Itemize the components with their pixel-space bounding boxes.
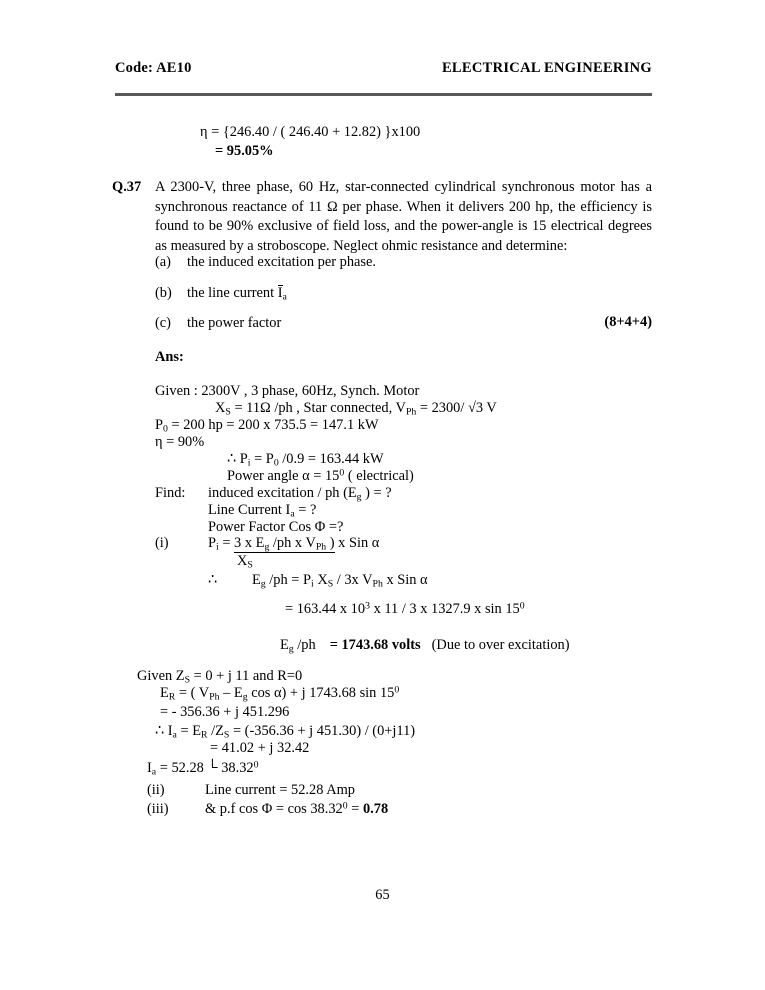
step-i-numeric-pre: = 163.44 x 10: [285, 601, 366, 617]
step-i-result-line: [280, 637, 570, 654]
find-ia-subscript: a: [290, 508, 295, 520]
impedance-er-line: [160, 685, 399, 702]
answer-power-angle-line: [227, 468, 414, 485]
ia-polar-degree-sign: 0: [253, 759, 259, 771]
paper-code: Code: AE10: [115, 60, 192, 76]
xs-mid-text: = 11Ω /ph , Star connected, V: [230, 400, 406, 416]
er-symbol: E: [160, 685, 169, 701]
pi-value: /0.9 = 163.44 kW: [278, 451, 384, 467]
find-line-2: [208, 502, 316, 519]
step-iii-pf-label: & p.f cos Φ = cos 38.32: [205, 801, 343, 817]
question-item-c-text: the power factor: [187, 315, 282, 331]
find-eg-tail: ) = ?: [361, 485, 392, 501]
step-i-exponent: 3: [365, 600, 370, 612]
power-angle-label: Power angle α = 15: [227, 468, 340, 484]
find-eg-subscript: g: [356, 491, 362, 503]
step-iii-marker: (iii): [147, 801, 169, 817]
zs-value: = 0 + j 11 and R=0: [190, 668, 303, 684]
impedance-ia-polar: [147, 760, 259, 777]
paper-subject: ELECTRICAL ENGINEERING: [441, 60, 652, 76]
step-i-eg-symbol: E: [252, 572, 261, 588]
page-number: 65: [375, 887, 390, 903]
step-i-num-eg-sub: g: [264, 541, 270, 553]
power-angle-degree-sign: 0: [339, 467, 345, 479]
step-i-eg-subscript: g: [260, 578, 266, 590]
zs-subscript: S: [184, 674, 191, 686]
question-item-a-marker: (a): [155, 254, 171, 270]
answer-label: Ans:: [155, 349, 184, 365]
step-i-eg-tail: / 3x V: [333, 572, 373, 588]
step-iii-text: [205, 801, 388, 818]
step-i-formula: [208, 535, 379, 552]
xs-symbol: X: [215, 400, 226, 416]
er-degree-sign: 0: [394, 684, 400, 696]
impedance-ia-line: [155, 723, 415, 740]
step-iii-degree-sign: 0: [342, 800, 348, 812]
step-i-degree-sign: 0: [519, 600, 525, 612]
ia-polar-symbol: I: [147, 760, 152, 776]
step-i-num-close: ): [326, 535, 335, 551]
step-i-eg-expression: [252, 572, 428, 589]
vph-subscript: Ph: [405, 406, 417, 418]
find-line-1: [208, 485, 392, 502]
er-vph-subscript: Ph: [209, 691, 220, 703]
pi-subscript-2: 0: [273, 457, 279, 469]
step-i-numeric-mid: x 11 / 3 x 1327.9 x sin 15: [369, 601, 520, 617]
step-i-result-subscript: g: [288, 643, 294, 655]
vph-value: = 2300/ √3 V: [416, 400, 497, 416]
answer-given-line: Given : 2300V , 3 phase, 60Hz, Synch. Motor: [155, 383, 420, 399]
question-marks: (8+4+4): [604, 314, 652, 330]
step-i-marker: (i): [155, 535, 169, 551]
step-i-denom-symbol: X: [237, 553, 248, 569]
step-iii-pf-value: 0.78: [362, 801, 389, 817]
er-mid2: – E: [219, 685, 243, 701]
find-ia-label: Line Current I: [208, 502, 291, 518]
find-label: Find:: [155, 485, 186, 501]
step-i-denom-subscript: S: [247, 559, 253, 571]
answer-eta-line: η = 90%: [155, 434, 205, 450]
page-header: [115, 60, 652, 77]
step-i-eg-xs-sub: S: [327, 578, 334, 590]
ia-mid: = E: [176, 723, 201, 739]
step-i-eg-tail2: x Sin α: [382, 572, 428, 588]
answer-pi-line: [227, 451, 384, 468]
find-pf-label: Power Factor Cos Φ =?: [208, 519, 344, 535]
step-i-result-value: = 1743.68 volts: [329, 637, 421, 653]
er-tail: cos α) + j 1743.68 sin 15: [247, 685, 395, 701]
step-i-result-mid: /ph: [293, 637, 316, 653]
step-i-eg-mid: /ph = P: [265, 572, 311, 588]
ia-subscript: a: [172, 729, 177, 741]
step-i-result-symbol: E: [280, 637, 289, 653]
step-i-numeric-line: [285, 601, 525, 618]
step-i-num-pre: 3 x E: [234, 535, 265, 551]
question-label: Q.37: [112, 179, 142, 195]
answer-xs-line: [215, 400, 497, 417]
step-i-therefore: ∴: [208, 572, 218, 588]
step-i-equals: =: [218, 535, 235, 551]
ia-zs-subscript: S: [223, 729, 230, 741]
er-mid: = ( V: [175, 685, 210, 701]
step-i-eg-vph-sub: Ph: [372, 578, 383, 590]
step-i-eg-pi-sub: i: [311, 578, 314, 590]
step-i-num-vph-sub: Ph: [315, 541, 327, 553]
pi-symbol: ∴ P: [227, 451, 248, 467]
step-ii-marker: (ii): [147, 782, 165, 798]
power-angle-note: ( electrical): [344, 468, 414, 484]
impedance-er-value: = - 356.36 + j 451.296: [160, 704, 290, 720]
find-ia-tail: = ?: [294, 502, 317, 518]
ia-tail: = (-356.36 + j 451.30) / (0+j11): [229, 723, 416, 739]
find-line-3: [208, 519, 343, 536]
question-item-c-marker: (c): [155, 315, 171, 331]
header-divider: [115, 93, 652, 96]
pi-subscript: i: [247, 457, 251, 469]
p0-subscript: 0: [163, 423, 168, 435]
question-item-a-text: the induced excitation per phase.: [187, 254, 377, 270]
er-eg-subscript: g: [242, 691, 248, 703]
line-current-subscript: a: [282, 291, 287, 303]
step-i-pi-symbol: P: [208, 535, 217, 551]
step-i-num-tail: x Sin α: [334, 535, 380, 551]
question-item-b-marker: (b): [155, 285, 172, 301]
step-i-eg-mid2: X: [313, 572, 328, 588]
impedance-given-line: [137, 668, 302, 685]
question-text: A 2300-V, three phase, 60 Hz, star-connected cylindrical synchronous motor has a synchronous reactance of 11 Ω per phase. When it delivers 200 hp, the efficiency is found to be 90% exclusive of field loss, and the power-angle is 15 electrical degrees as measured by a stroboscope. Neglect ohmic resistance and determine:: [155, 179, 652, 254]
answer-p0-line: [155, 417, 379, 434]
step-i-numerator: [234, 535, 335, 553]
zs-label: Given Z: [137, 668, 185, 684]
question-item-b-label: the line current: [187, 285, 278, 301]
impedance-ia-value: = 41.02 + j 32.42: [210, 740, 310, 756]
ia-symbol: ∴ I: [155, 723, 173, 739]
step-ii-text: Line current = 52.28 Amp: [205, 782, 355, 798]
ia-er-subscript: R: [201, 729, 208, 741]
efficiency-equation-line2: = 95.05%: [215, 143, 274, 159]
step-i-pi-subscript: i: [216, 541, 219, 553]
efficiency-equation-line1: η = {246.40 / ( 246.40 + 12.82) }x100: [200, 124, 421, 140]
ia-polar-value: = 52.28 └ 38.32: [156, 760, 254, 776]
er-subscript: R: [168, 691, 176, 703]
step-i-num-mid: /ph x V: [269, 535, 316, 551]
step-i-denominator: [237, 553, 253, 570]
step-iii-equals: =: [347, 801, 363, 817]
ia-polar-subscript: a: [151, 766, 157, 778]
question-item-b-text: [187, 285, 287, 302]
p0-value: = 200 hp = 200 x 735.5 = 147.1 kW: [167, 417, 379, 433]
xs-subscript: S: [225, 406, 231, 418]
p0-symbol: P: [155, 417, 164, 433]
ia-mid2: /Z: [207, 723, 224, 739]
pi-mid-text: = P: [250, 451, 274, 467]
find-eg-label: induced excitation / ph (E: [208, 485, 357, 501]
line-current-symbol-overline: I: [277, 285, 283, 301]
step-i-result-note: (Due to over excitation): [431, 637, 570, 653]
